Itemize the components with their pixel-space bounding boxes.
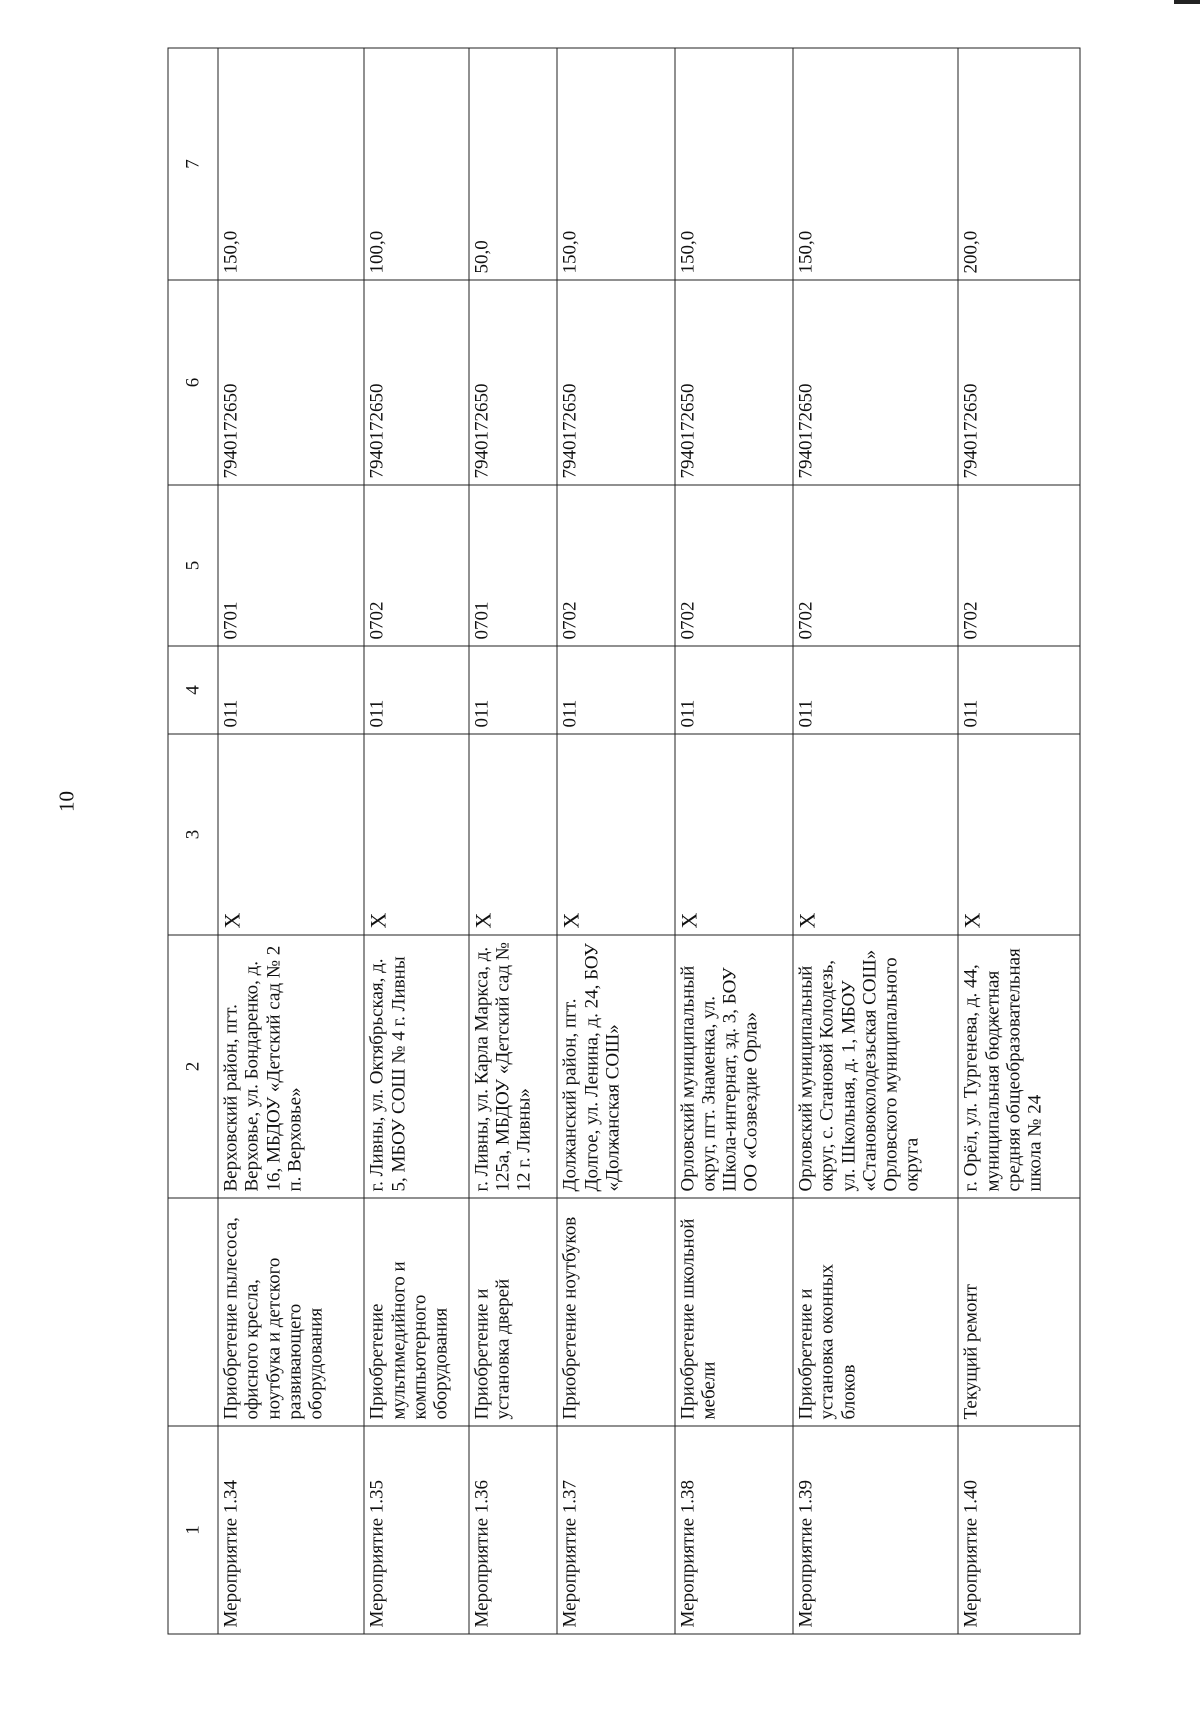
events-table [168, 47, 1081, 1634]
target-code-cell: 7940172650 [958, 280, 1080, 485]
event-cell: Мероприятие 1.37 [557, 1426, 674, 1634]
table-row [364, 48, 469, 1634]
description-cell: Приобретение школьной мебели [675, 1198, 793, 1426]
address-cell: г. Орёл, ул. Тургенева, д. 44, муниципальная бюджетная средняя общеобразовательная школа № 24 [958, 935, 1080, 1198]
table-body [168, 48, 1080, 1634]
amount-cell: 150,0 [557, 48, 674, 280]
description-cell: Приобретение мультимедийного и компьютерного оборудования [364, 1198, 469, 1426]
header-cell: 6 [168, 280, 218, 485]
description-cell: Приобретение ноутбуков [557, 1198, 674, 1426]
code-cell: 011 [793, 646, 958, 734]
header-cell: 4 [168, 646, 218, 734]
amount-cell: 150,0 [793, 48, 958, 280]
event-cell: Мероприятие 1.36 [469, 1426, 558, 1634]
event-cell: Мероприятие 1.35 [364, 1426, 469, 1634]
mark-cell: X [364, 734, 469, 935]
mark-cell: X [793, 734, 958, 935]
code-cell: 011 [557, 646, 674, 734]
description-cell: Приобретение пылесоса, офисного кресла, ноутбука и детского развивающего оборудования [218, 1198, 364, 1426]
target-code-cell: 7940172650 [557, 280, 674, 485]
section-cell: 0702 [557, 485, 674, 646]
amount-cell: 50,0 [469, 48, 558, 280]
target-code-cell: 7940172650 [469, 280, 558, 485]
table-row [675, 48, 793, 1634]
address-cell: г. Ливны, ул. Карла Маркса, д. 125а, МБДОУ «Детский сад № 12 г. Ливны» [469, 935, 558, 1198]
mark-cell: X [557, 734, 674, 935]
header-cell: 2 [168, 935, 218, 1198]
corner-mark [1174, 0, 1200, 4]
table-row [793, 48, 958, 1634]
description-cell: Текущий ремонт [958, 1198, 1080, 1426]
code-cell: 011 [218, 646, 364, 734]
address-cell: Должанский район, пгт. Долгое, ул. Ленина, д. 24, БОУ «Должанская СОШ» [557, 935, 674, 1198]
amount-cell: 150,0 [675, 48, 793, 280]
mark-cell: X [218, 734, 364, 935]
mark-cell: X [469, 734, 558, 935]
section-cell: 0702 [958, 485, 1080, 646]
target-code-cell: 7940172650 [793, 280, 958, 485]
table-row [469, 48, 558, 1634]
code-cell: 011 [469, 646, 558, 734]
table-row [557, 48, 674, 1634]
rotated-table-container [168, 48, 1081, 1634]
section-cell: 0702 [364, 485, 469, 646]
target-code-cell: 7940172650 [218, 280, 364, 485]
amount-cell: 150,0 [218, 48, 364, 280]
table-row [958, 48, 1080, 1634]
amount-cell: 200,0 [958, 48, 1080, 280]
mark-cell: X [675, 734, 793, 935]
description-cell: Приобретение и установка оконных блоков [793, 1198, 958, 1426]
page-number: 10 [54, 791, 79, 812]
target-code-cell: 7940172650 [364, 280, 469, 485]
code-cell: 011 [958, 646, 1080, 734]
address-cell: Орловский муниципальный округ, с. Становой Колодезь, ул. Школьная, д. 1, МБОУ «Становоколодезьская СОШ» Орловского муниципального округа [793, 935, 958, 1198]
amount-cell: 100,0 [364, 48, 469, 280]
mark-cell: X [958, 734, 1080, 935]
event-cell: Мероприятие 1.38 [675, 1426, 793, 1634]
header-cell [168, 1198, 218, 1426]
header-cell: 3 [168, 734, 218, 935]
target-code-cell: 7940172650 [675, 280, 793, 485]
section-cell: 0701 [218, 485, 364, 646]
header-cell: 7 [168, 48, 218, 280]
header-row [168, 48, 218, 1634]
address-cell: Верховский район, пгт. Верховье, ул. Бондаренко, д. 16, МБДОУ «Детский сад № 2 п. Верховье» [218, 935, 364, 1198]
table-row [218, 48, 364, 1634]
header-cell: 5 [168, 485, 218, 646]
section-cell: 0702 [675, 485, 793, 646]
description-cell: Приобретение и установка дверей [469, 1198, 558, 1426]
event-cell: Мероприятие 1.40 [958, 1426, 1080, 1634]
code-cell: 011 [364, 646, 469, 734]
section-cell: 0701 [469, 485, 558, 646]
code-cell: 011 [675, 646, 793, 734]
event-cell: Мероприятие 1.39 [793, 1426, 958, 1634]
section-cell: 0702 [793, 485, 958, 646]
header-cell: 1 [168, 1426, 218, 1634]
event-cell: Мероприятие 1.34 [218, 1426, 364, 1634]
address-cell: г. Ливны, ул. Октябрьская, д. 5, МБОУ СОШ № 4 г. Ливны [364, 935, 469, 1198]
address-cell: Орловский муниципальный округ, пгт. Знаменка, ул. Школа-интернат, зд. 3, БОУ ОО «Созвездие Орла» [675, 935, 793, 1198]
